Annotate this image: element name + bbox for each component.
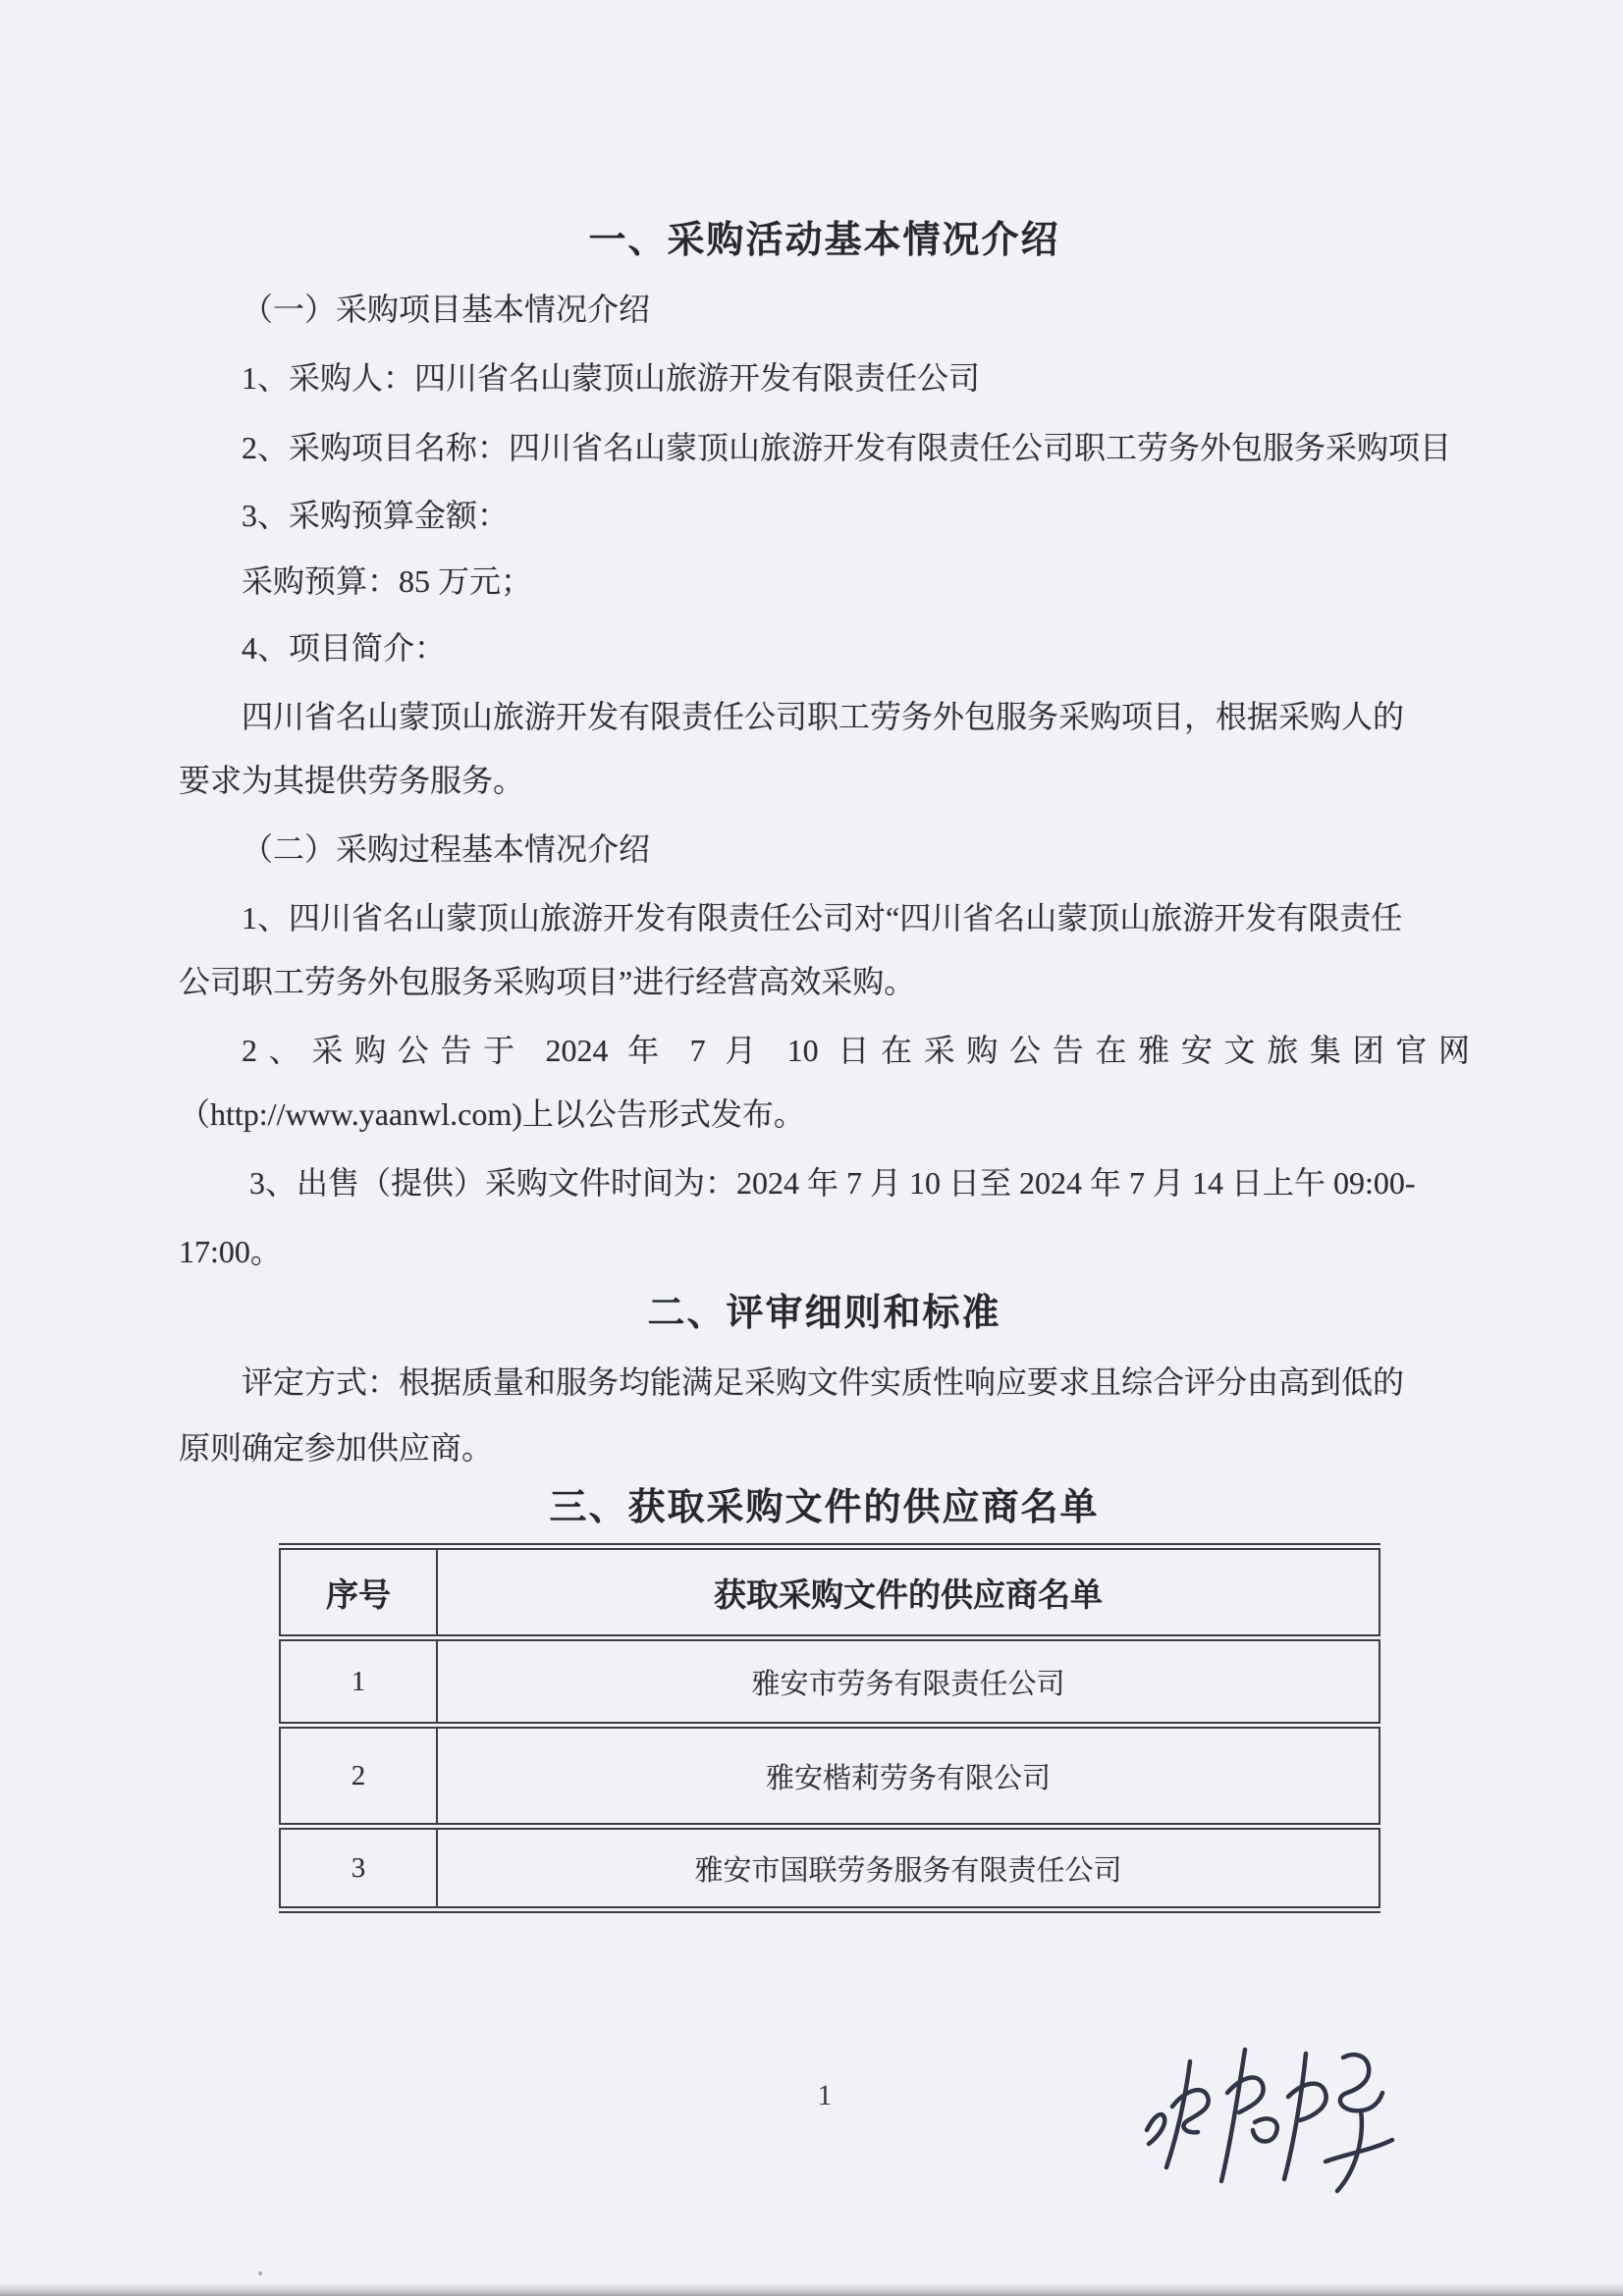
row-3-supplier: 雅安市国联劳务服务有限责任公司 (437, 1827, 1380, 1910)
table-row (280, 1726, 1380, 1827)
signature-stroke (1284, 2054, 1306, 2179)
table-header-row (280, 1547, 1380, 1638)
project-brief-line-1: 四川省名山蒙顶山旅游开发有限责任公司职工劳务外包服务采购项目，根据采购人的 (242, 699, 1405, 734)
section-heading-2: 二、评审细则和标准 (647, 1293, 1001, 1334)
process-item-2-line-1: 2、采购公告于 2024 年 7 月 10 日在采购公告在雅安文旅集团官网 (242, 1033, 1470, 1068)
section-heading-1: 一、采购活动基本情况介绍 (588, 220, 1060, 261)
handwritten-signature-icon (1129, 2024, 1414, 2211)
item-budget-label: 3、采购预算金额： (242, 498, 510, 533)
signature-stroke (1288, 2084, 1326, 2120)
page-number: 1 (817, 2079, 833, 2111)
signature-stroke (1221, 2050, 1245, 2181)
signature-stroke (1227, 2077, 1264, 2112)
row-2-index: 2 (280, 1726, 437, 1827)
signature-stroke (1166, 2061, 1190, 2167)
subsection-heading-1-1: （一）采购项目基本情况介绍 (242, 292, 651, 327)
row-3-index: 3 (280, 1827, 437, 1910)
row-1-index: 1 (280, 1638, 437, 1726)
scan-speck (258, 2271, 262, 2275)
subsection-heading-1-2: （二）采购过程基本情况介绍 (242, 831, 651, 867)
item-budget-value: 采购预算：85 万元； (242, 563, 533, 599)
item-project-name: 2、采购项目名称：四川省名山蒙顶山旅游开发有限责任公司职工劳务外包服务采购项目 (242, 430, 1452, 465)
table-row (280, 1638, 1380, 1726)
process-item-1-line-1: 1、四川省名山蒙顶山旅游开发有限责任公司对“四川省名山蒙顶山旅游开发有限责任 (242, 900, 1403, 935)
row-2-supplier: 雅安楷莉劳务有限公司 (437, 1726, 1380, 1827)
signature-stroke (1340, 2055, 1382, 2110)
signature-stroke (1147, 2114, 1164, 2144)
table-row (280, 1827, 1380, 1910)
project-brief-line-2: 要求为其提供劳务服务。 (179, 763, 525, 798)
process-item-3-line-1: 3、出售（提供）采购文件时间为：2024 年 7 月 10 日至 2024 年 7 月 14 日上午 09:00- (242, 1165, 1416, 1201)
col-header-index: 序号 (280, 1547, 437, 1638)
col-header-supplier-list: 获取采购文件的供应商名单 (437, 1547, 1380, 1638)
row-1-supplier: 雅安市劳务有限责任公司 (437, 1638, 1380, 1726)
process-item-1-line-2: 公司职工劳务外包服务采购项目”进行经营高效采购。 (179, 964, 916, 999)
evaluation-rule-line-2: 原则确定参加供应商。 (179, 1430, 494, 1466)
signature-stroke (1253, 2118, 1277, 2141)
process-item-2-line-2: （http://www.yaanwl.com)上以公告形式发布。 (179, 1096, 805, 1132)
evaluation-rule-line-1: 评定方式：根据质量和服务均能满足采购文件实质性响应要求且综合评分由高到低的 (242, 1364, 1405, 1400)
process-item-3-line-2: 17:00。 (179, 1234, 282, 1269)
suppliers-table (279, 1543, 1380, 1913)
item-purchaser: 1、采购人：四川省名山蒙顶山旅游开发有限责任公司 (242, 360, 981, 396)
scan-bottom-edge (0, 2282, 1623, 2296)
item-project-brief-label: 4、项目简介： (242, 630, 447, 666)
section-heading-3: 三、获取采购文件的供应商名单 (549, 1487, 1100, 1528)
